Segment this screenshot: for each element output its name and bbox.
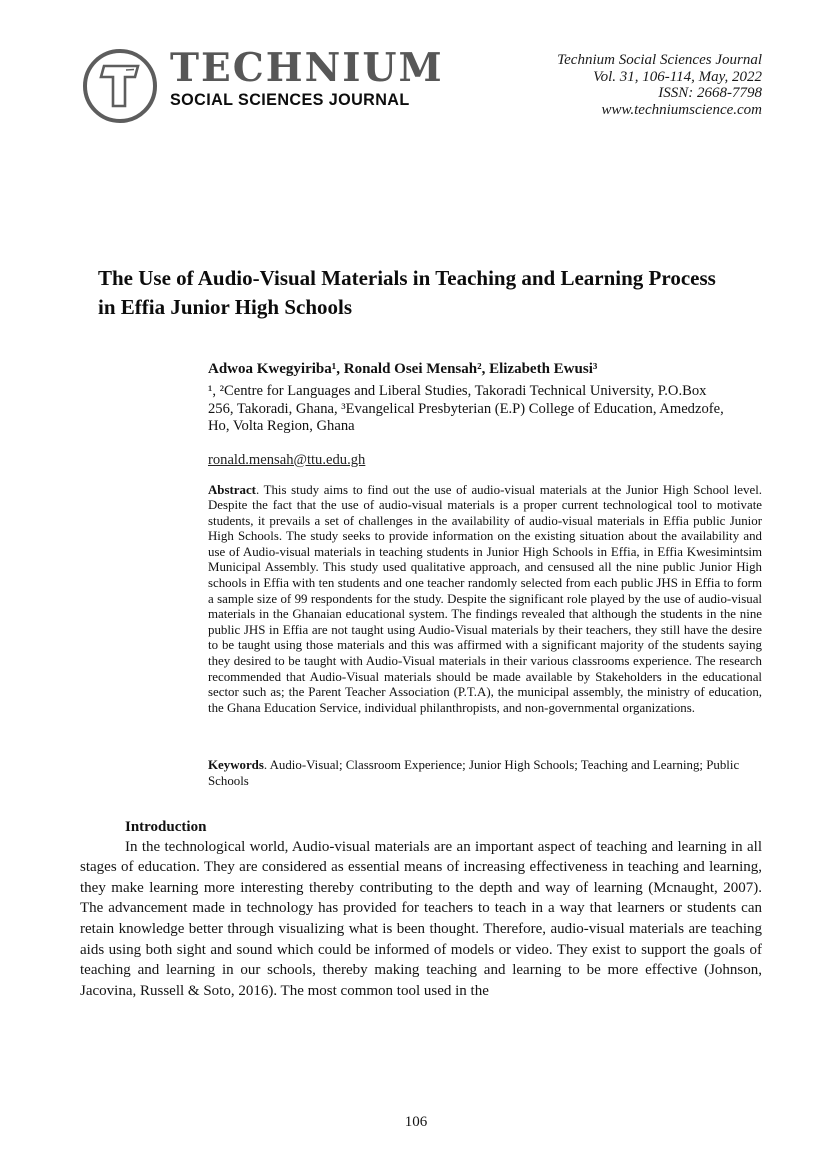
journal-info <box>557 52 762 118</box>
email-row <box>208 451 762 469</box>
keywords-label: Keywords <box>208 758 264 773</box>
journal-volume: Vol. 31, 106-114, May, 2022 <box>593 68 762 85</box>
page-number: 106 <box>404 1114 428 1130</box>
brand-name: TECHNIUM <box>170 45 444 91</box>
journal-website: www.techniumscience.com <box>601 101 762 118</box>
journal-issn: ISSN: 2668-7798 <box>658 85 762 101</box>
abstract-label: Abstract <box>208 482 256 497</box>
author-email-link[interactable]: ronald.mensah@ttu.edu.gh <box>208 451 366 468</box>
abstract-paragraph <box>208 483 762 717</box>
section-body: In the technological world, Audio-visual materials are an important aspect of teaching and learning in all stages of education. They are considered as essential means of increasing effectiveness in teaching and learning, they make learning more interesting thereby contributing to the depth and way of learning (Mcnaught, 2007). The advancement made in technology has provided for teachers to teach in a way that learners or students can retain knowledge better through visualizing what is been thought. Therefore, audio-visual materials are teaching aids using both sight and sound which could be informed of models or video. They exist to support the goals of teaching and learning in our schools, thereby making teaching and learning to be more effective (Johnson, Jacovina, Russell & Soto, 2016). The most common tool used in the <box>80 838 762 999</box>
brand-subtitle: SOCIAL SCIENCES JOURNAL <box>170 91 410 109</box>
section-introduction <box>80 818 762 1002</box>
author-block <box>208 360 762 790</box>
keywords-paragraph <box>208 758 762 789</box>
brand-text <box>170 47 444 110</box>
section-heading: Introduction <box>125 818 207 835</box>
journal-name: Technium Social Sciences Journal <box>557 52 762 68</box>
abstract-text: . This study aims to find out the use of audio-visual materials at the Junior High School level. Despite the fact that the use of audio-visual materials is a proper current technological tool to motivate students, it prevails a set of challenges in the availability of audio-visual materials in Effia public Junior High Schools. The study seeks to provide information on the existing situation about the availability and use of Audio-visual materials in teaching students in Junior High Schools in Effia, in Effia Kwesimintsim Municipal Assembly. This study used qualitative approach, and censused all the nine public Junior High schools in Effia with ten students and one teacher randomly selected from each public JHS in Effia to form a sample size of 99 respondents for the study. Despite the significant role played by the use of audio-visual materials in the Ghanaian educational system. The findings revealed that although the students in the nine public JHS in Effia are not taught using Audio-Visual materials by their teachers, they still have the desire to be taught using those materials and this was affirmed with a significant majority of the students saying they desired to be taught with Audio-Visual materials in their various classrooms experience. The research recommended that Audio-Visual materials should be made available by Stakeholders in the educational sector such as; the Parent Teacher Association (P.T.A), the municipal assembly, the ministry of education, the Ghana Education Service, individual philanthropists, and non-governmental organizations. <box>208 482 762 715</box>
technium-logo <box>80 45 444 125</box>
keywords-text: . Audio-Visual; Classroom Experience; Junior High Schools; Teaching and Learning; Public Schools <box>208 758 740 788</box>
affiliations: ¹, ²Centre for Languages and Liberal Studies, Takoradi Technical University, P.O.Box 256, Takoradi, Ghana, ³Evangelical Presbyterian (E.P) College of Education, Amedzofe, Ho, Volta Region, Ghana <box>208 383 724 434</box>
t-emblem-icon <box>80 45 160 125</box>
authors-line: Adwoa Kwegyiriba¹, Ronald Osei Mensah², Elizabeth Ewusi³ <box>208 361 598 377</box>
journal-header <box>80 45 762 125</box>
paper-title: The Use of Audio-Visual Materials in Teaching and Learning Process in Effia Junior High Schools <box>98 266 716 319</box>
